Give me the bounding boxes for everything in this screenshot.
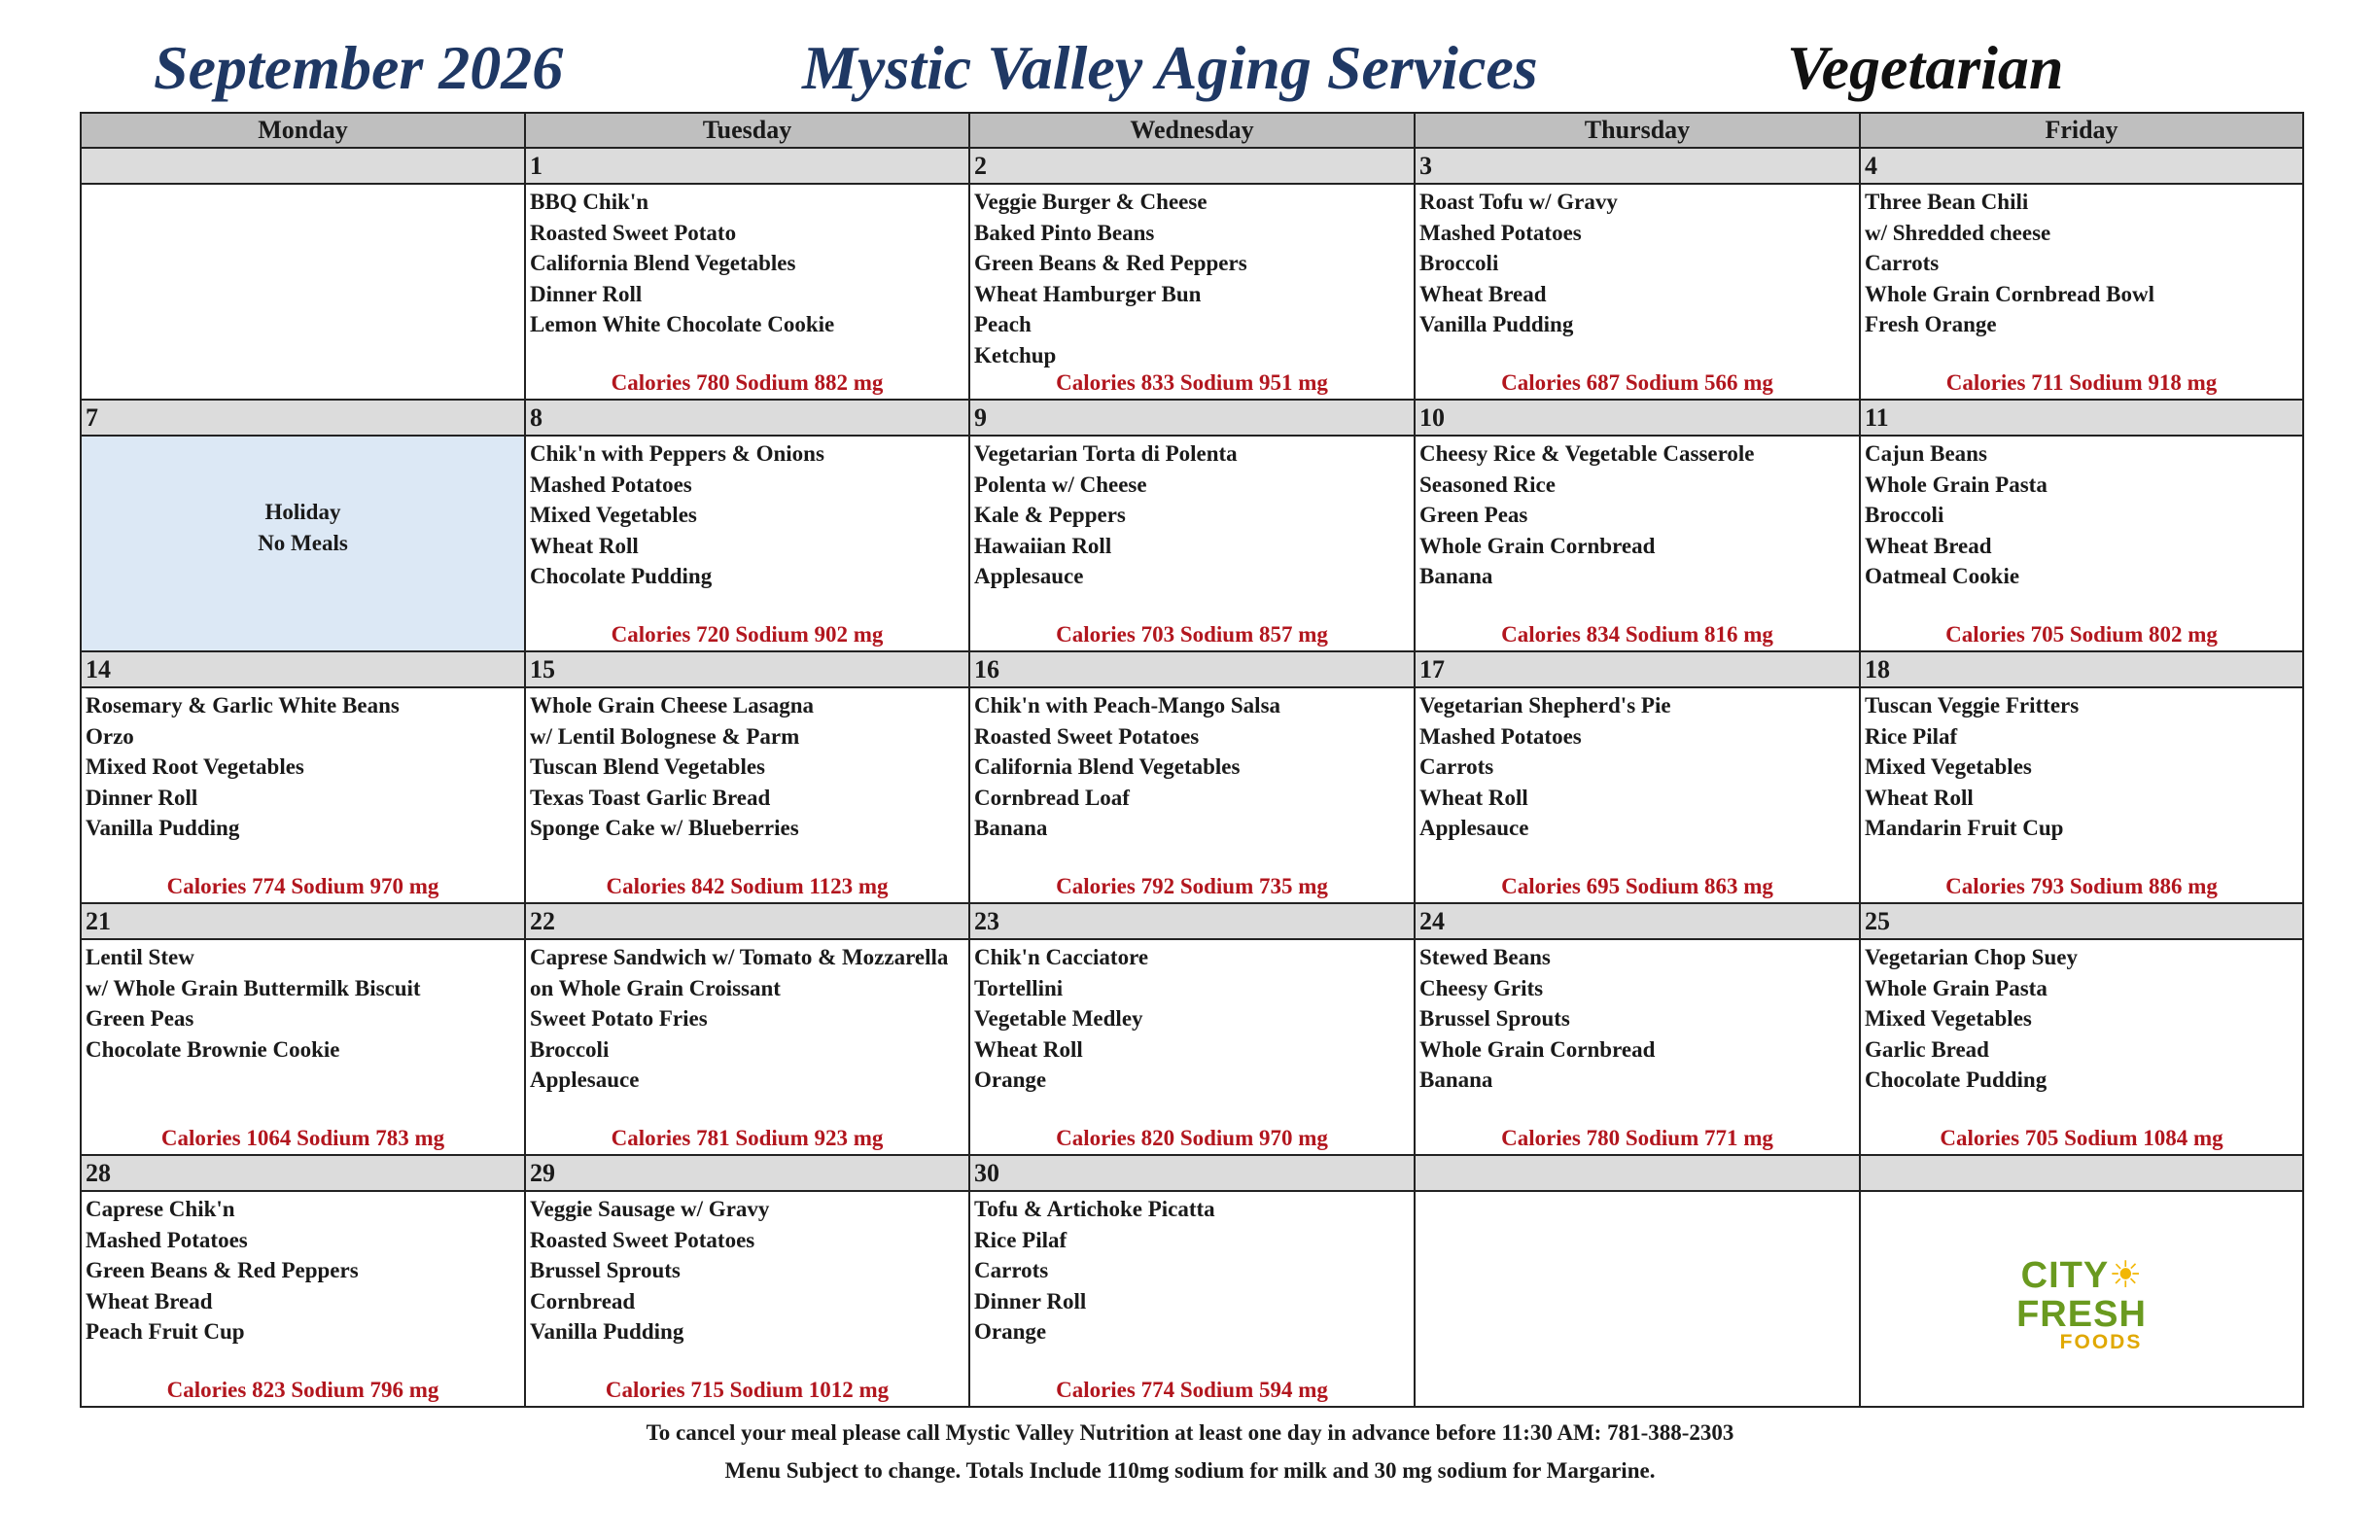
- meal-items: [1416, 437, 1859, 592]
- date-number: 29: [525, 1155, 969, 1191]
- meal-item: Vegetarian Shepherd's Pie: [1419, 693, 1671, 718]
- meal-item: Vanilla Pudding: [530, 1319, 684, 1344]
- meal-item: Brussel Sprouts: [530, 1258, 681, 1282]
- day-cell: [81, 687, 525, 903]
- date-number: 15: [525, 651, 969, 687]
- meal-item: Peach: [974, 312, 1032, 336]
- meal-item: Chik'n Cacciatore: [974, 945, 1149, 969]
- meal-item: Caprese Sandwich w/ Tomato & Mozzarella: [530, 945, 949, 969]
- date-row: [81, 1155, 2303, 1191]
- meal-item: Banana: [1419, 564, 1493, 588]
- meal-item: Banana: [1419, 1068, 1493, 1092]
- menu-calendar: [80, 112, 2304, 1408]
- nutrition-totals: Calories 1064 Sodium 783 mg: [160, 1126, 445, 1150]
- holiday-notice: [82, 497, 524, 558]
- meal-item: Green Peas: [86, 1006, 194, 1031]
- meal-item: Carrots: [1419, 754, 1494, 779]
- date-number: [1860, 1155, 2303, 1191]
- sodium-note: Menu Subject to change. Totals Include 110mg sodium for milk and 30 mg sodium for Margarine.: [724, 1458, 1656, 1483]
- date-number: 11: [1860, 400, 2303, 436]
- meal-item: Vegetarian Torta di Polenta: [974, 441, 1238, 466]
- meal-item: Roasted Sweet Potatoes: [974, 723, 1200, 749]
- meal-items: [526, 688, 968, 844]
- date-number: 17: [1415, 651, 1860, 687]
- meal-item: Mashed Potatoes: [86, 1227, 248, 1252]
- day-cell: [1860, 687, 2303, 903]
- city-fresh-foods-logo: [1861, 1252, 2302, 1353]
- meal-item: Whole Grain Pasta: [1865, 975, 2048, 1000]
- weekday-header: Thursday: [1415, 113, 1860, 148]
- meal-item: Orange: [974, 1068, 1047, 1092]
- date-number: 22: [525, 903, 969, 939]
- day-cell: [525, 436, 969, 651]
- meal-item: Whole Grain Cornbread: [1419, 1036, 1656, 1062]
- meal-item: Seasoned Rice: [1419, 472, 1556, 497]
- meal-item: Whole Grain Pasta: [1865, 472, 2048, 497]
- nutrition-totals: Calories 711 Sodium 918 mg: [1945, 370, 2218, 395]
- meal-item: Mixed Vegetables: [1865, 1006, 2032, 1031]
- date-number: 14: [81, 651, 525, 687]
- meal-item: Cajun Beans: [1865, 441, 1987, 466]
- date-number: 3: [1415, 148, 1860, 184]
- day-cell: [969, 939, 1415, 1155]
- meal-items: [970, 185, 1414, 370]
- meal-item: Veggie Burger & Cheese: [974, 190, 1208, 214]
- nutrition-totals: Calories 820 Sodium 970 mg: [1056, 1126, 1328, 1150]
- date-number: [1415, 1155, 1860, 1191]
- nutrition-totals: Calories 793 Sodium 886 mg: [1945, 874, 2218, 898]
- meal-item: Chocolate Brownie Cookie: [86, 1036, 340, 1062]
- meal-item: Tofu & Artichoke Picatta: [974, 1197, 1215, 1221]
- meal-item: Cornbread: [530, 1288, 636, 1313]
- weekday-header: Friday: [1860, 113, 2303, 148]
- meal-item: Mashed Potatoes: [530, 472, 692, 497]
- meal-item: Mashed Potatoes: [1419, 220, 1582, 245]
- nutrition-totals: Calories 780 Sodium 771 mg: [1501, 1126, 1773, 1150]
- day-cell: [969, 1191, 1415, 1407]
- meal-item: Kale & Peppers: [974, 503, 1126, 527]
- date-number: 28: [81, 1155, 525, 1191]
- day-cell: [81, 1191, 525, 1407]
- date-number: 18: [1860, 651, 2303, 687]
- meal-item: Rice Pilaf: [1865, 723, 1958, 749]
- meal-item: Mixed Vegetables: [1865, 754, 2032, 779]
- meal-item: Applesauce: [530, 1068, 640, 1092]
- date-number: 25: [1860, 903, 2303, 939]
- meal-items: [526, 1192, 968, 1348]
- meal-item: Baked Pinto Beans: [974, 220, 1155, 245]
- nutrition-totals: Calories 705 Sodium 802 mg: [1945, 622, 2218, 647]
- logo-fresh-text: FRESH: [2016, 1294, 2147, 1335]
- meal-item: Applesauce: [974, 564, 1084, 588]
- month-title: September 2026: [154, 33, 564, 102]
- meal-items: [526, 437, 968, 592]
- meal-row: [81, 939, 2303, 1155]
- nutrition-totals: Calories 842 Sodium 1123 mg: [606, 874, 889, 898]
- meal-item: Veggie Sausage w/ Gravy: [530, 1197, 770, 1221]
- meal-items: [970, 1192, 1414, 1348]
- date-number: 10: [1415, 400, 1860, 436]
- meal-item: Sweet Potato Fries: [530, 1006, 708, 1031]
- meal-item: Rosemary & Garlic White Beans: [86, 693, 400, 718]
- sun-icon: ☀: [2109, 1255, 2143, 1296]
- day-cell: [81, 184, 525, 400]
- meal-item: Dinner Roll: [530, 281, 643, 306]
- date-number: 24: [1415, 903, 1860, 939]
- meal-item: Dinner Roll: [86, 785, 198, 810]
- meal-item: Wheat Roll: [974, 1036, 1083, 1062]
- meal-item: Chik'n with Peach-Mango Salsa: [974, 693, 1281, 718]
- meal-item: BBQ Chik'n: [530, 190, 649, 214]
- meal-item: Wheat Bread: [1865, 533, 1992, 558]
- date-number: 21: [81, 903, 525, 939]
- meal-item: California Blend Vegetables: [974, 754, 1241, 779]
- meal-item: Green Beans & Red Peppers: [86, 1258, 359, 1282]
- meal-item: Carrots: [974, 1258, 1049, 1282]
- meal-row: [81, 436, 2303, 651]
- meal-item: Cornbread Loaf: [974, 785, 1130, 810]
- day-cell: [525, 687, 969, 903]
- meal-item: Wheat Roll: [530, 533, 639, 558]
- meal-item: Orzo: [86, 723, 134, 749]
- date-number: 16: [969, 651, 1415, 687]
- weekday-header: Wednesday: [969, 113, 1415, 148]
- date-row: [81, 903, 2303, 939]
- meal-item: Mixed Vegetables: [530, 503, 697, 527]
- meal-item: Garlic Bread: [1865, 1036, 1989, 1062]
- day-cell: [1415, 939, 1860, 1155]
- meal-items: [1416, 940, 1859, 1096]
- nutrition-totals: Calories 774 Sodium 594 mg: [1056, 1378, 1328, 1402]
- date-number: 9: [969, 400, 1415, 436]
- meal-items: [1861, 437, 2302, 592]
- meal-item: Broccoli: [1865, 503, 1944, 527]
- holiday-text: No Meals: [258, 530, 348, 555]
- meal-row: [81, 1191, 2303, 1407]
- organization-title: Mystic Valley Aging Services: [802, 33, 1538, 102]
- meal-items: [970, 940, 1414, 1096]
- weekday-header-row: [81, 113, 2303, 148]
- day-cell: [1415, 1191, 1860, 1407]
- meal-item: Chocolate Pudding: [530, 564, 713, 588]
- cancel-notice: To cancel your meal please call Mystic Valley Nutrition at least one day in advance before 11:30 AM: 781-388-2303: [646, 1420, 1734, 1445]
- meal-item: Lemon White Chocolate Cookie: [530, 312, 835, 336]
- meal-item: Wheat Hamburger Bun: [974, 281, 1202, 306]
- date-row: [81, 148, 2303, 184]
- day-cell: [1415, 436, 1860, 651]
- calendar-body: [81, 148, 2303, 1407]
- meal-item: Fresh Orange: [1865, 312, 1997, 336]
- meal-item: Wheat Roll: [1865, 785, 1974, 810]
- meal-item: Roasted Sweet Potatoes: [530, 1227, 755, 1252]
- meal-item: Polenta w/ Cheese: [974, 472, 1147, 497]
- nutrition-totals: Calories 780 Sodium 882 mg: [611, 370, 884, 395]
- day-cell: [969, 436, 1415, 651]
- weekday-header: Tuesday: [525, 113, 969, 148]
- meal-item: Green Beans & Red Peppers: [974, 251, 1247, 275]
- day-cell: [1415, 687, 1860, 903]
- meal-item: on Whole Grain Croissant: [530, 975, 781, 1000]
- meal-items: [1416, 688, 1859, 844]
- nutrition-totals: Calories 781 Sodium 923 mg: [611, 1126, 884, 1150]
- meal-item: Ketchup: [974, 342, 1057, 368]
- meal-item: Peach Fruit Cup: [86, 1319, 245, 1344]
- meal-item: Chik'n with Peppers & Onions: [530, 441, 824, 466]
- date-number: 8: [525, 400, 969, 436]
- nutrition-totals: Calories 703 Sodium 857 mg: [1056, 622, 1328, 647]
- day-cell: [525, 939, 969, 1155]
- meal-item: Lentil Stew: [86, 945, 194, 969]
- meal-item: Chocolate Pudding: [1865, 1068, 2048, 1092]
- day-cell: [969, 687, 1415, 903]
- nutrition-totals: Calories 823 Sodium 796 mg: [166, 1378, 439, 1402]
- meal-item: Carrots: [1865, 251, 1940, 275]
- nutrition-totals: Calories 720 Sodium 902 mg: [611, 622, 884, 647]
- meal-item: Broccoli: [1419, 251, 1499, 275]
- meal-item: Brussel Sprouts: [1419, 1006, 1570, 1031]
- nutrition-totals: Calories 834 Sodium 816 mg: [1501, 622, 1773, 647]
- meal-item: Dinner Roll: [974, 1288, 1087, 1313]
- meal-item: Tortellini: [974, 975, 1064, 1000]
- nutrition-totals: Calories 833 Sodium 951 mg: [1056, 370, 1328, 395]
- meal-item: California Blend Vegetables: [530, 251, 796, 275]
- meal-item: Whole Grain Cornbread: [1419, 533, 1656, 558]
- date-row: [81, 400, 2303, 436]
- date-number: 23: [969, 903, 1415, 939]
- meal-item: Texas Toast Garlic Bread: [530, 785, 771, 810]
- meal-item: w/ Whole Grain Buttermilk Biscuit: [86, 975, 421, 1000]
- meal-item: Rice Pilaf: [974, 1227, 1068, 1252]
- meal-items: [970, 437, 1414, 592]
- date-number: 7: [81, 400, 525, 436]
- day-cell: [525, 1191, 969, 1407]
- meal-item: Tuscan Veggie Fritters: [1865, 693, 2080, 718]
- nutrition-totals: Calories 792 Sodium 735 mg: [1056, 874, 1328, 898]
- date-number: 30: [969, 1155, 1415, 1191]
- logo-foods-text: FOODS: [2059, 1331, 2143, 1353]
- day-cell: [81, 436, 525, 651]
- nutrition-totals: Calories 774 Sodium 970 mg: [166, 874, 439, 898]
- meal-item: Caprese Chik'n: [86, 1197, 235, 1221]
- day-cell: [525, 184, 969, 400]
- day-cell: [1860, 184, 2303, 400]
- date-number: 2: [969, 148, 1415, 184]
- meal-items: [1861, 688, 2302, 844]
- meal-item: Hawaiian Roll: [974, 533, 1112, 558]
- meal-item: Tuscan Blend Vegetables: [530, 754, 765, 779]
- day-cell: [81, 939, 525, 1155]
- weekday-header: Monday: [81, 113, 525, 148]
- meal-items: [1416, 185, 1859, 340]
- meal-item: Banana: [974, 816, 1048, 840]
- meal-row: [81, 184, 2303, 400]
- menu-type-title: Vegetarian: [1787, 33, 2064, 102]
- date-number: 1: [525, 148, 969, 184]
- meal-items: [82, 1192, 524, 1348]
- meal-item: Applesauce: [1419, 816, 1529, 840]
- day-cell: [1860, 1191, 2303, 1407]
- meal-item: w/ Shredded cheese: [1865, 220, 2051, 245]
- meal-items: [82, 688, 524, 844]
- meal-items: [1861, 185, 2302, 340]
- meal-item: Orange: [974, 1319, 1047, 1344]
- meal-items: [1861, 940, 2302, 1096]
- meal-item: Mixed Root Vegetables: [86, 754, 304, 779]
- meal-item: Three Bean Chili: [1865, 190, 2029, 214]
- day-cell: [1415, 184, 1860, 400]
- meal-item: Broccoli: [530, 1036, 610, 1062]
- meal-items: [970, 688, 1414, 844]
- meal-item: Cheesy Rice & Vegetable Casserole: [1419, 441, 1755, 466]
- holiday-text: Holiday: [264, 500, 341, 524]
- meal-item: Roasted Sweet Potato: [530, 220, 737, 245]
- nutrition-totals: Calories 705 Sodium 1084 mg: [1940, 1126, 2223, 1150]
- nutrition-totals: Calories 695 Sodium 863 mg: [1501, 874, 1773, 898]
- meal-item: Wheat Roll: [1419, 785, 1528, 810]
- meal-items: [82, 940, 524, 1065]
- date-number: 4: [1860, 148, 2303, 184]
- meal-item: Roast Tofu w/ Gravy: [1419, 190, 1618, 214]
- date-number: [81, 148, 525, 184]
- meal-item: Vanilla Pudding: [1419, 312, 1574, 336]
- nutrition-totals: Calories 687 Sodium 566 mg: [1501, 370, 1773, 395]
- meal-item: Green Peas: [1419, 503, 1528, 527]
- meal-item: Vegetarian Chop Suey: [1865, 945, 2078, 969]
- meal-item: Cheesy Grits: [1419, 975, 1544, 1000]
- meal-item: Oatmeal Cookie: [1865, 564, 2020, 588]
- day-cell: [1860, 436, 2303, 651]
- meal-item: Mandarin Fruit Cup: [1865, 816, 2064, 840]
- meal-item: Sponge Cake w/ Blueberries: [530, 816, 799, 840]
- meal-item: w/ Lentil Bolognese & Parm: [530, 723, 800, 749]
- meal-items: [526, 185, 968, 340]
- day-cell: [969, 184, 1415, 400]
- nutrition-totals: Calories 715 Sodium 1012 mg: [605, 1378, 890, 1402]
- meal-item: Whole Grain Cornbread Bowl: [1865, 281, 2154, 306]
- meal-item: Vanilla Pudding: [86, 816, 240, 840]
- meal-item: Wheat Bread: [1419, 281, 1547, 306]
- meal-item: Stewed Beans: [1419, 945, 1551, 969]
- date-row: [81, 651, 2303, 687]
- meal-item: Wheat Bread: [86, 1288, 213, 1313]
- logo-city-text: CITY: [2020, 1255, 2110, 1296]
- meal-item: Mashed Potatoes: [1419, 723, 1582, 749]
- meal-row: [81, 687, 2303, 903]
- meal-item: Whole Grain Cheese Lasagna: [530, 693, 814, 718]
- day-cell: [1860, 939, 2303, 1155]
- meal-item: Vegetable Medley: [974, 1006, 1143, 1031]
- meal-items: [526, 940, 968, 1096]
